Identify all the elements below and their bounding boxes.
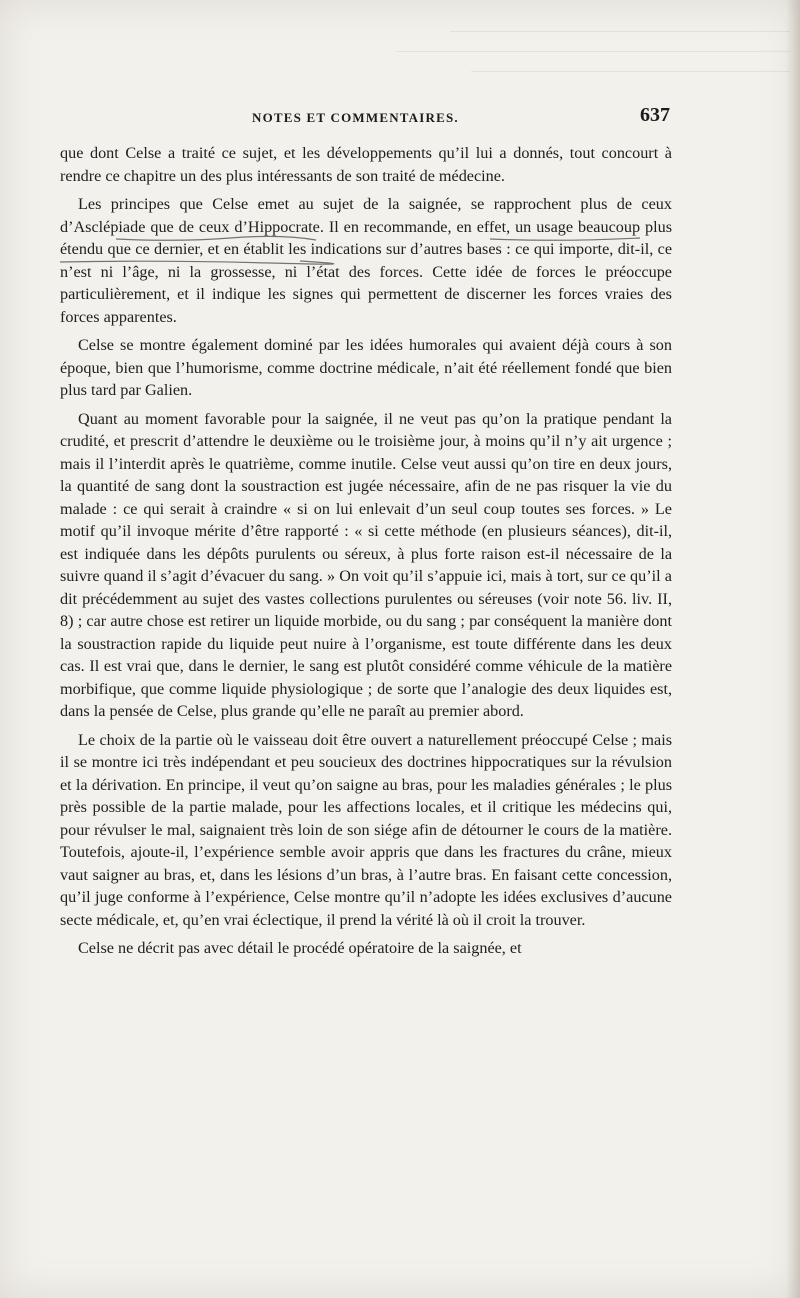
page-edge-shadow bbox=[786, 0, 800, 1298]
body-text bbox=[60, 142, 672, 960]
paragraph-5: Le choix de la partie où le vaisseau doit être ouvert a naturellement préoccupé Celse ; mais il se montre ici très indépendant et peu soucieux des doctrines hippocratiques sur la révulsion et la dérivation. En principe, il veut qu’on saigne au bras, pour les maladies générales ; le plus près possible de la partie malade, pour les affections locales, et il critique les médecins qui, pour révulser le mal, saignaient très loin de son siége afin de détourner le cours de la matière. Toutefois, ajoute-il, l’expérience semble avoir appris que dans les fractures du crâne, mieux vaut saigner au bras, et, dans les lésions d’un bras, à l’autre bras. En faisant cette concession, qu’il juge conforme à l’expérience, Celse montre qu’il n’adopte les idées exclusives d’aucune secte médicale, et, qu’en vrai éclectique, il prend la vérité là où il croit la trouver. bbox=[60, 730, 672, 929]
running-head: NOTES ET COMMENTAIRES. bbox=[252, 110, 459, 125]
paragraph-1: que dont Celse a traité ce sujet, et les développements qu’il lui a donnés, tout concourt à rendre ce chapitre un des plus intéressants de son traité de médecine. bbox=[60, 144, 672, 185]
paragraph-3: Celse se montre également dominé par les idées humorales qui avaient déjà cours à son époque, bien que l’humorisme, comme doctrine médicale, n’ait été réellement fondé que bien plus tard par Galien. bbox=[60, 336, 672, 399]
page-header bbox=[60, 104, 670, 132]
page-number: 637 bbox=[640, 104, 670, 126]
paragraph-6: Celse ne décrit pas avec détail le procédé opératoire de la saignée, et bbox=[78, 939, 522, 957]
bleed-through-decoration: ──────────────────────────────── ───────────────────────────────────── ────────────────────────────── bbox=[396, 24, 790, 80]
paragraph-4: Quant au moment favorable pour la saignée, il ne veut pas qu’on la pratique pendant la crudité, et prescrit d’attendre le deuxième ou le troisième jour, à moins qu’il n’y ait urgence ; mais il l’interdit après le quatrième, comme inutile. Celse veut aussi qu’on tire en deux jours, la quantité de sang dont la soustraction est jugée nécessaire, afin de ne pas risquer la vie du malade : ce qui serait à craindre « si on lui enlevait d’un seul coup toutes ses forces. » Le motif qu’il invoque mérite d’être rapporté : « si cette méthode (en plusieurs séances), dit-il, est indiquée dans les dépôts purulents ou séreux, à plus forte raison est-il nécessaire de la suivre quand il s’agit d’évacuer du sang. » On voit qu’il s’appuie ici, mais à tort, sur ce qu’il a dit précédemment au sujet des vastes collections purulentes ou séreuses (voir note 56. liv. II, 8) ; car autre chose est retirer un liquide morbide, ou du sang ; par conséquent la manière dont la soustraction rapide du liquide peut nuire à l’organisme, est toute différente dans les deux cas. Il est vrai que, dans le dernier, le sang est plutôt considéré comme véhicule de la matière morbifique, que comme liquide physiologique ; de sorte que l’analogie des deux liquides est, dans la pensée de Celse, plus grande qu’elle ne paraît au premier abord. bbox=[60, 409, 672, 720]
paragraph-2: Les principes que Celse emet au sujet de la saignée, se rapprochent plus de ceux d’Asclépiade que de ceux d’Hippocrate. Il en recommande, en effet, un usage beaucoup plus étendu que ce dernier, et en établit les indications sur d’autres bases : ce qui importe, dit-il, ce n’est ni l’âge, ni la grossesse, ni l’état des forces. Cette idée de forces le préoccupe particulièrement, et il indique les signes qui permettent de discerner les forces vraies des forces apparentes. bbox=[60, 195, 672, 326]
